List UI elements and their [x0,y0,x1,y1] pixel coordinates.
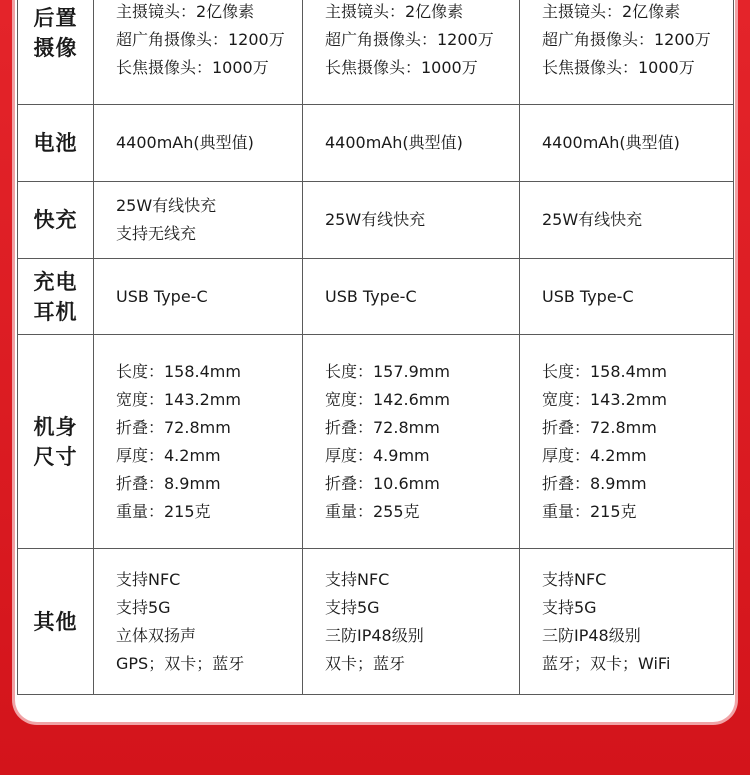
spec-line: USB Type-C [542,286,634,306]
spec-cell [94,259,303,335]
spec-line: 宽度：143.2mm [542,389,667,409]
spec-cell [520,549,734,695]
spec-line: 宽度：143.2mm [116,389,241,409]
spec-line: 4400mAh(典型值) [325,133,463,152]
spec-cell [94,549,303,695]
spec-cell [520,0,734,105]
spec-line: 超广角摄像头：1200万 [542,30,711,49]
spec-cell [303,0,520,105]
spec-line: 25W有线快充 [325,210,426,229]
row-label-line: 摄像 [33,35,78,60]
spec-line: 厚度：4.2mm [116,445,221,465]
spec-line: 折叠：72.8mm [116,417,231,437]
spec-line: 折叠：72.8mm [325,417,440,437]
spec-comparison-table [17,0,734,695]
row-label [18,259,94,335]
spec-line: 25W有线快充 [542,210,643,229]
spec-line: 重量：255克 [325,501,420,521]
row-label-line: 电池 [33,131,78,155]
table-row [18,0,734,105]
spec-cell [303,105,520,182]
spec-line: 支持NFC [542,569,607,589]
spec-line: 主摄镜头：2亿像素 [325,2,464,21]
row-label [18,549,94,695]
spec-line: 支持无线充 [116,224,197,243]
table-row [18,105,734,182]
spec-line: 支持5G [325,597,380,617]
row-label [18,0,94,105]
row-label [18,335,94,549]
spec-line: USB Type-C [325,286,417,306]
spec-line: 支持5G [116,597,171,617]
spec-line: 长焦摄像头：1000万 [325,58,478,77]
spec-line: 25W有线快充 [116,196,217,215]
spec-line: 长度：158.4mm [542,361,667,381]
spec-line: 折叠：8.9mm [542,473,647,493]
row-label-line: 耳机 [33,299,78,324]
row-label [18,105,94,182]
spec-line: GPS；双卡；蓝牙 [116,653,245,673]
row-label-line: 其他 [33,609,78,634]
row-label-line: 充电 [33,269,78,294]
spec-line: 超广角摄像头：1200万 [116,30,285,49]
row-label-line: 机身 [33,414,78,439]
spec-cell [520,182,734,259]
spec-line: 厚度：4.2mm [542,445,647,465]
spec-line: 立体双扬声 [116,625,197,645]
spec-line: 主摄镜头：2亿像素 [116,2,255,21]
spec-cell [303,182,520,259]
spec-line: 超广角摄像头：1200万 [325,30,494,49]
table-row [18,259,734,335]
spec-line: 双卡；蓝牙 [325,653,406,673]
table-row [18,549,734,695]
spec-line: 支持5G [542,597,597,617]
spec-line: 三防IP48级别 [325,625,424,645]
table-row [18,182,734,259]
row-label-line: 尺寸 [33,444,78,469]
row-label-line: 后置 [33,5,78,30]
spec-cell [303,549,520,695]
table-row [18,335,734,549]
spec-line: 折叠：8.9mm [116,473,221,493]
spec-line: 宽度：142.6mm [325,389,450,409]
spec-cell [303,335,520,549]
spec-line: 折叠：10.6mm [325,473,440,493]
spec-line: 厚度：4.9mm [325,445,430,465]
spec-line: 重量：215克 [116,501,211,521]
spec-cell [303,259,520,335]
row-label [18,182,94,259]
spec-line: 长焦摄像头：1000万 [116,58,269,77]
spec-line: 支持NFC [116,569,181,589]
spec-line: 主摄镜头：2亿像素 [542,2,681,21]
spec-cell [94,182,303,259]
spec-line: USB Type-C [116,286,208,306]
spec-cell [94,105,303,182]
row-label-line: 快充 [33,208,78,232]
spec-panel [15,0,735,722]
spec-line: 长度：157.9mm [325,361,450,381]
spec-line: 蓝牙；双卡；WiFi [542,653,671,673]
spec-cell [520,259,734,335]
spec-cell [520,105,734,182]
spec-cell [94,335,303,549]
spec-line: 长焦摄像头：1000万 [542,58,695,77]
spec-cell [94,0,303,105]
spec-line: 重量：215克 [542,501,637,521]
spec-line: 4400mAh(典型值) [116,133,254,152]
spec-line: 支持NFC [325,569,390,589]
spec-cell [520,335,734,549]
spec-line: 折叠：72.8mm [542,417,657,437]
spec-line: 三防IP48级别 [542,625,641,645]
spec-line: 4400mAh(典型值) [542,133,680,152]
spec-line: 长度：158.4mm [116,361,241,381]
